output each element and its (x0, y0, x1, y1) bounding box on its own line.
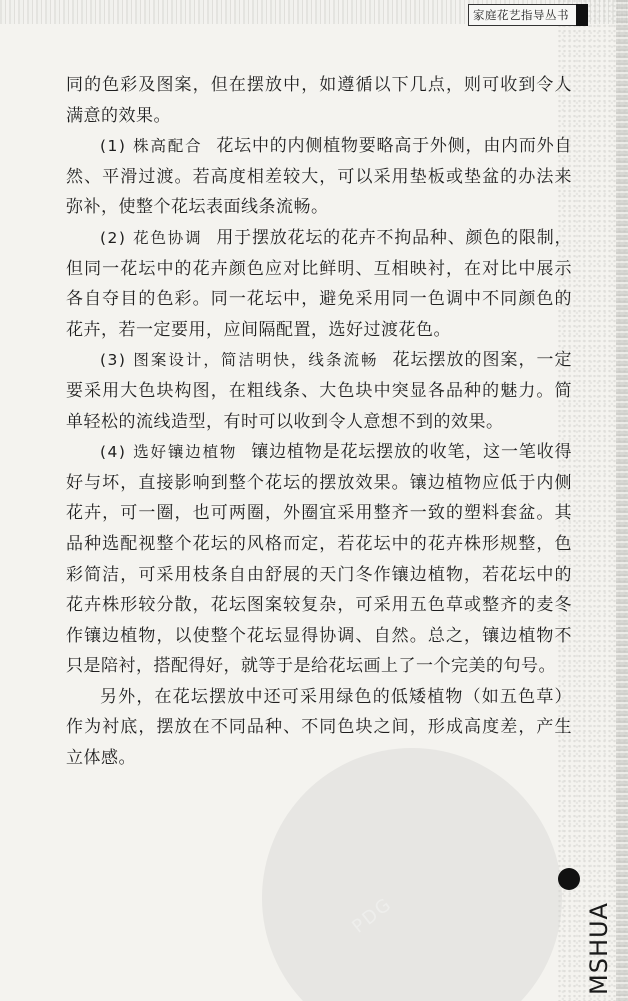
body-text (66, 70, 572, 774)
black-dot-mark (558, 868, 580, 890)
paragraph-section-2 (66, 223, 572, 345)
section-4-text: 镶边植物是花坛摆放的收笔，这一笔收得好与坏，直接影响到整个花坛的摆放效果。镶边植物应低于内侧花卉，可一圈，也可两圈，外圈宜采用整齐一致的塑料套盆。其品种选配视整个花坛的风格而定，若花坛中的花卉株形规整，色彩简洁，可采用枝条自由舒展的天门冬作镶边植物，若花坛中的花卉株形较分散，花坛图案较复杂，可采用五色草或整齐的麦冬作镶边植物，以使整个花坛显得协调、自然。总之，镶边植物不只是陪衬，搭配得好，就等于是给花坛画上了一个完美的句号。 (66, 442, 572, 677)
paragraph-intro: 同的色彩及图案，但在摆放中，如遵循以下几点，则可收到令人满意的效果。 (66, 75, 572, 126)
section-2-text: 用于摆放花坛的花卉不拘品种、颜色的限制，但同一花坛中的花卉颜色应对比鲜明、互相映衬，在对比中展示各自夺目的色彩。同一花坛中，避免采用同一色调中不同颜色的花卉，若一定要用，应间隔配置，选好过渡花色。 (66, 227, 573, 340)
section-1-heading: (1) 株高配合 (100, 137, 203, 156)
series-title: 家庭花艺指导丛书 (468, 4, 576, 26)
watermark-pdg: PDG (348, 893, 397, 938)
side-watermark-text: MSHUA (585, 902, 613, 995)
paragraph-section-1 (66, 131, 572, 223)
paragraph-section-3 (66, 345, 572, 437)
header-black-block (576, 4, 588, 26)
paragraph-section-4 (66, 437, 572, 682)
section-3-text: 花坛摆放的图案，一定要采用大色块构图，在粗线条、大色块中突显各品种的魅力。简单轻松的流线造型，有时可以收到令人意想不到的效果。 (66, 350, 572, 432)
paragraph-closing: 另外，在花坛摆放中还可采用绿色的低矮植物（如五色草）作为衬底，摆放在不同品种、不同色块之间，形成高度差，产生立体感。 (66, 686, 572, 769)
section-1-text: 花坛中的内侧植物要略高于外侧，由内而外自然、平滑过渡。若高度相差较大，可以采用垫板或垫盆的办法来弥补，使整个花坛表面线条流畅。 (66, 136, 573, 218)
section-4-heading: (4) 选好镶边植物 (100, 443, 238, 462)
section-3-heading: (3) 图案设计，简洁明快，线条流畅 (100, 351, 379, 370)
watermark-seal (262, 748, 562, 1001)
section-2-heading: (2) 花色协调 (100, 228, 203, 247)
scan-edge-strip (616, 0, 628, 1001)
